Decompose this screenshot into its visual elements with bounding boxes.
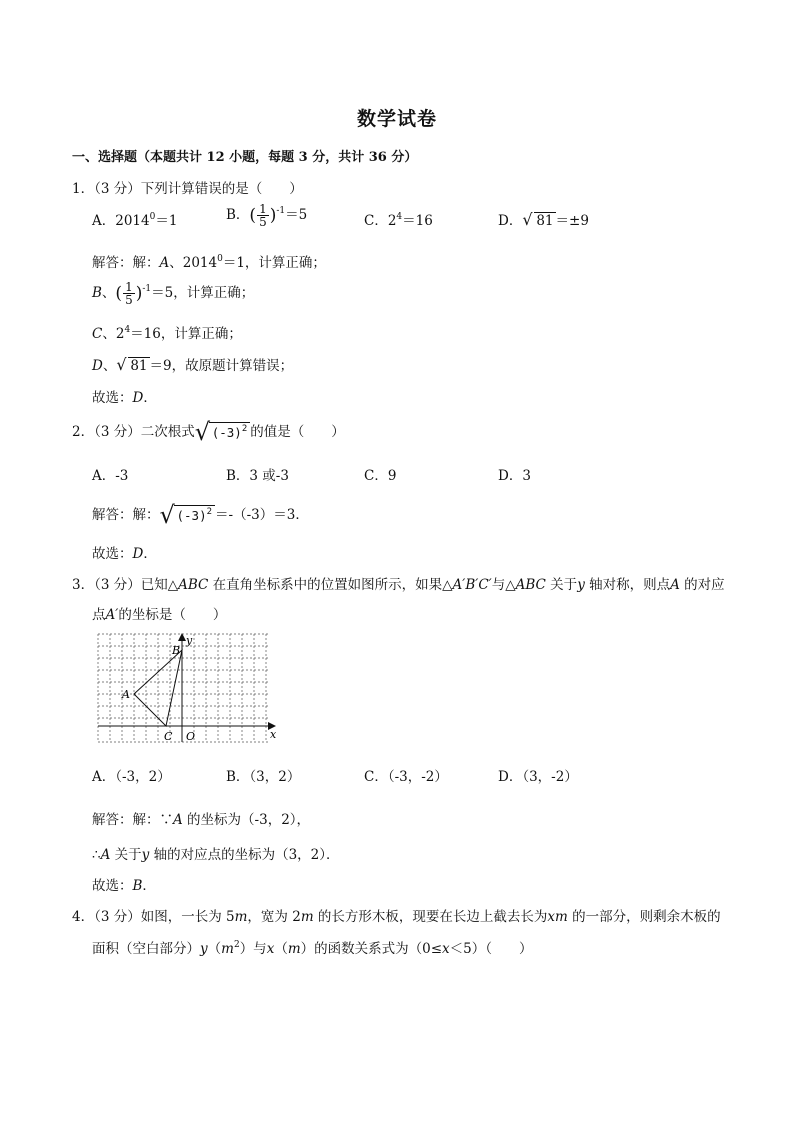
q1-answer: 故选：D． <box>92 390 157 406</box>
q1-solution-line-1: 解答：解：A、$2014^0=1$，计算正确； <box>92 254 326 271</box>
q1-stem: 1．（3 分）下列计算错误的是（ ） <box>72 181 303 197</box>
section-heading: 一、选择题（本题共计 12 小题，每题 3 分，共计 36 分） <box>72 150 418 165</box>
q2-option-a[interactable]: A．-3 <box>92 468 129 484</box>
q3-stem-line-2: 点A′的坐标是（ ） <box>92 607 227 623</box>
fig-label-y: y <box>186 634 193 647</box>
q1-solution-line-2: B、( $\frac{1}{5}$ )$^{-1}$＝5，计算正确； <box>92 280 255 307</box>
fig-label-a: A <box>122 688 130 701</box>
q1-option-d[interactable]: D． √ 81 ＝±9 <box>498 210 589 229</box>
q1-solution-line-4: D、 √ 81 ＝9，故原题计算错误； <box>92 355 294 374</box>
q3-stem-line-1: 3．（3 分）已知△ABC 在直角坐标系中的位置如图所示，如果△A′B′C′与△ABC 关于y 轴对称，则点A 的对应 <box>72 577 725 593</box>
radical: √ $(-3)^2$ <box>160 507 216 524</box>
fig-label-c: C <box>164 730 173 743</box>
fig-label-x: x <box>270 728 277 741</box>
q1-option-c[interactable]: C．$2^4=16$ <box>364 212 433 229</box>
q2-option-c[interactable]: C．9 <box>364 468 397 484</box>
fraction: $\frac{1}{5}$ <box>259 202 267 229</box>
coordinate-grid-figure <box>94 630 284 748</box>
q2-solution: 解答：解： √ $(-3)^2 =-(-3)=3$． <box>92 501 309 529</box>
page-title: 数学试卷 <box>356 108 437 130</box>
q2-option-b[interactable]: B．3 或-3 <box>226 468 289 484</box>
q1-solution-line-3: C、$2^4=16$，计算正确； <box>92 325 242 342</box>
q3-answer: 故选：B． <box>92 878 156 894</box>
q2-option-d[interactable]: D．3 <box>498 468 531 484</box>
q1-option-b[interactable]: B．( $\frac{1}{5}$ )$^{-1}$＝5 <box>226 202 308 229</box>
q3-option-b[interactable]: B．（3，2） <box>226 769 301 785</box>
q2-stem: 2．（3 分）二次根式 √ $(-3)^2$ 的值是（ ） <box>72 418 345 446</box>
fig-label-b: B <box>172 644 181 657</box>
radical: √ 81 <box>522 210 554 229</box>
radical: √ 81 <box>116 355 148 374</box>
q3-solution-line-1: 解答：解：∵A 的坐标为（-3，2）， <box>92 812 311 828</box>
q3-option-a[interactable]: A．（-3，2） <box>92 769 171 785</box>
q2-answer: 故选：D． <box>92 546 157 562</box>
fig-label-o: O <box>186 730 196 743</box>
radical: √ $(-3)^2$ <box>195 424 251 441</box>
q3-option-c[interactable]: C．（-3，-2） <box>364 769 448 785</box>
fraction: $\frac{1}{5}$ <box>125 280 133 307</box>
q4-stem-line-1: 4．（3 分）如图，一长为 5m，宽为 2m 的长方形木板，现要在长边上截去长为xm 的一部分，则剩余木板的 <box>72 909 721 925</box>
q3-option-d[interactable]: D．（3，-2） <box>498 769 578 785</box>
q3-solution-line-2: ∴A 关于y 轴的对应点的坐标为（3，2）． <box>92 847 340 863</box>
q1-option-a[interactable]: A．$2014^0=1$ <box>92 212 178 229</box>
q4-stem-line-2: 面积（空白部分）$y(m^2)$与x（m）的函数关系式为（0≤x＜5）（ ） <box>92 940 533 957</box>
